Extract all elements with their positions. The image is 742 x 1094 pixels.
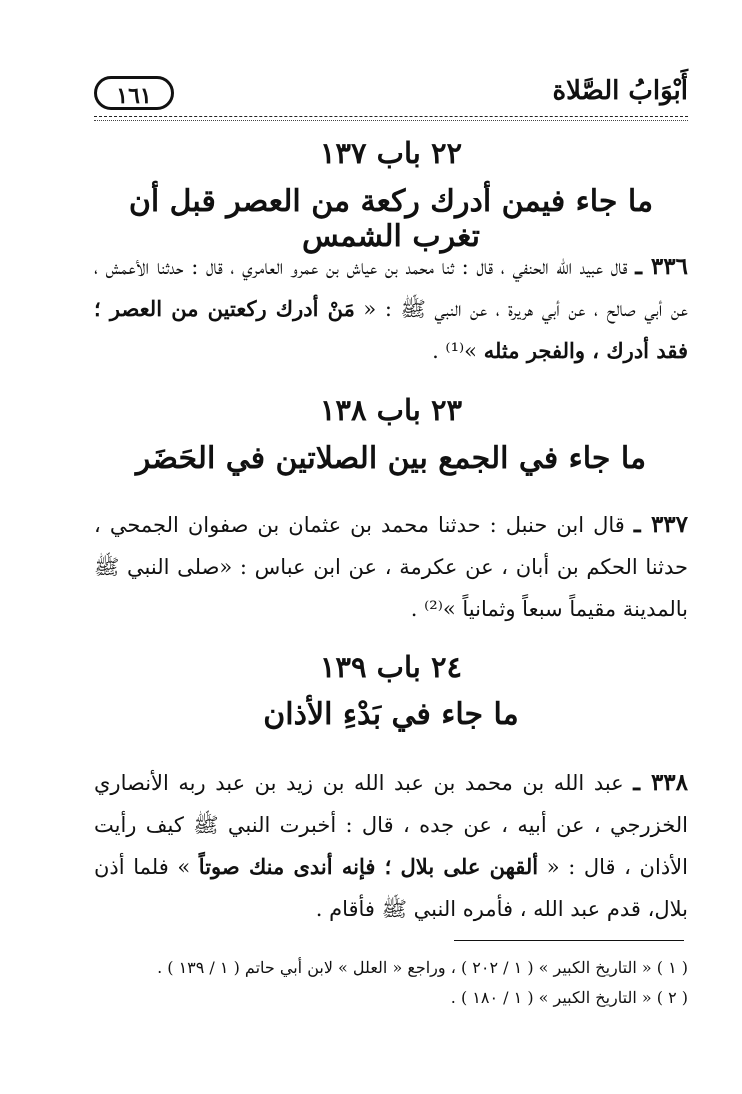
hadith-ending: » فلما أذن بلال، قدم عبد الله ، فأمره النبي ﷺ فأقام .: [94, 855, 688, 921]
hadith-number: ٣٣٨ ـ: [633, 769, 688, 796]
hadith-ending: »⁽¹⁾ .: [432, 339, 478, 363]
hadith-matn: ألقهن على بلال ؛ فإنه أندى منك صوتاً: [198, 854, 539, 879]
hadith-isnad: قال عبيد الله الحنفي ، قال : ثنا محمد بن عياش بن عمرو العامري ، قال : حدثنا الأعمش ، عن أبي صالح ، عن أبي هريرة ، عن النبي ﷺ : «: [94, 255, 688, 321]
hadith-number: ٣٣٦ ـ: [635, 253, 688, 280]
hadith-isnad: عبد الله بن محمد بن عبد الله بن زيد بن عبد ربه الأنصاري الخزرجي ، عن أبيه ، عن جده ، قال : أخبرت النبي ﷺ كيف رأيت الأذان ، قال : «: [94, 771, 688, 879]
hadith-number: ٣٣٧ ـ: [633, 511, 688, 538]
chapter-number: ٢٣ باب ١٣٨: [319, 393, 463, 427]
header-rule: [94, 116, 688, 117]
hadith-paragraph: [94, 762, 688, 930]
chapter-number: ٢٤ باب ١٣٩: [319, 650, 463, 684]
footnote-rule: [454, 940, 684, 941]
hadith-isnad: قال ابن حنبل : حدثنا محمد بن عثمان بن صفوان الجمحي ، حدثنا الحكم بن أبان ، عن عكرمة ، عن ابن عباس : «صلى النبي ﷺ بالمدينة مقيماً سبعاً وثمانياً: [94, 513, 688, 621]
chapter-title: ما جاء في بَدْءِ الأذان: [263, 697, 519, 732]
footnote: ( ١ ) « التاريخ الكبير » ( ١ / ٢٠٢ ) ، وراجع « العلل » لابن أبي حاتم ( ١ / ١٣٩ ) .: [157, 958, 688, 977]
header-rule-dotted: [94, 120, 688, 121]
chapter-title: ما جاء في الجمع بين الصلاتين في الحَضَر: [135, 441, 647, 476]
footnote: ( ٢ ) « التاريخ الكبير » ( ١ / ١٨٠ ) .: [450, 988, 688, 1007]
hadith-matn: مَنْ أدرك ركعتين من العصر ؛ فقد أدرك ، والفجر مثله: [94, 296, 688, 363]
page-number: ١٦١: [94, 76, 174, 110]
hadith-paragraph: [94, 504, 688, 630]
hadith-ending: »⁽²⁾ .: [410, 597, 456, 621]
chapter-number: ٢٢ باب ١٣٧: [319, 136, 463, 170]
chapter-title: ما جاء فيمن أدرك ركعة من العصر قبل أن تغرب الشمس: [128, 184, 654, 254]
page-header: [94, 72, 688, 118]
hadith-paragraph: [94, 246, 688, 372]
running-title: أَبْوَابُ الصَّلاة: [552, 76, 688, 106]
